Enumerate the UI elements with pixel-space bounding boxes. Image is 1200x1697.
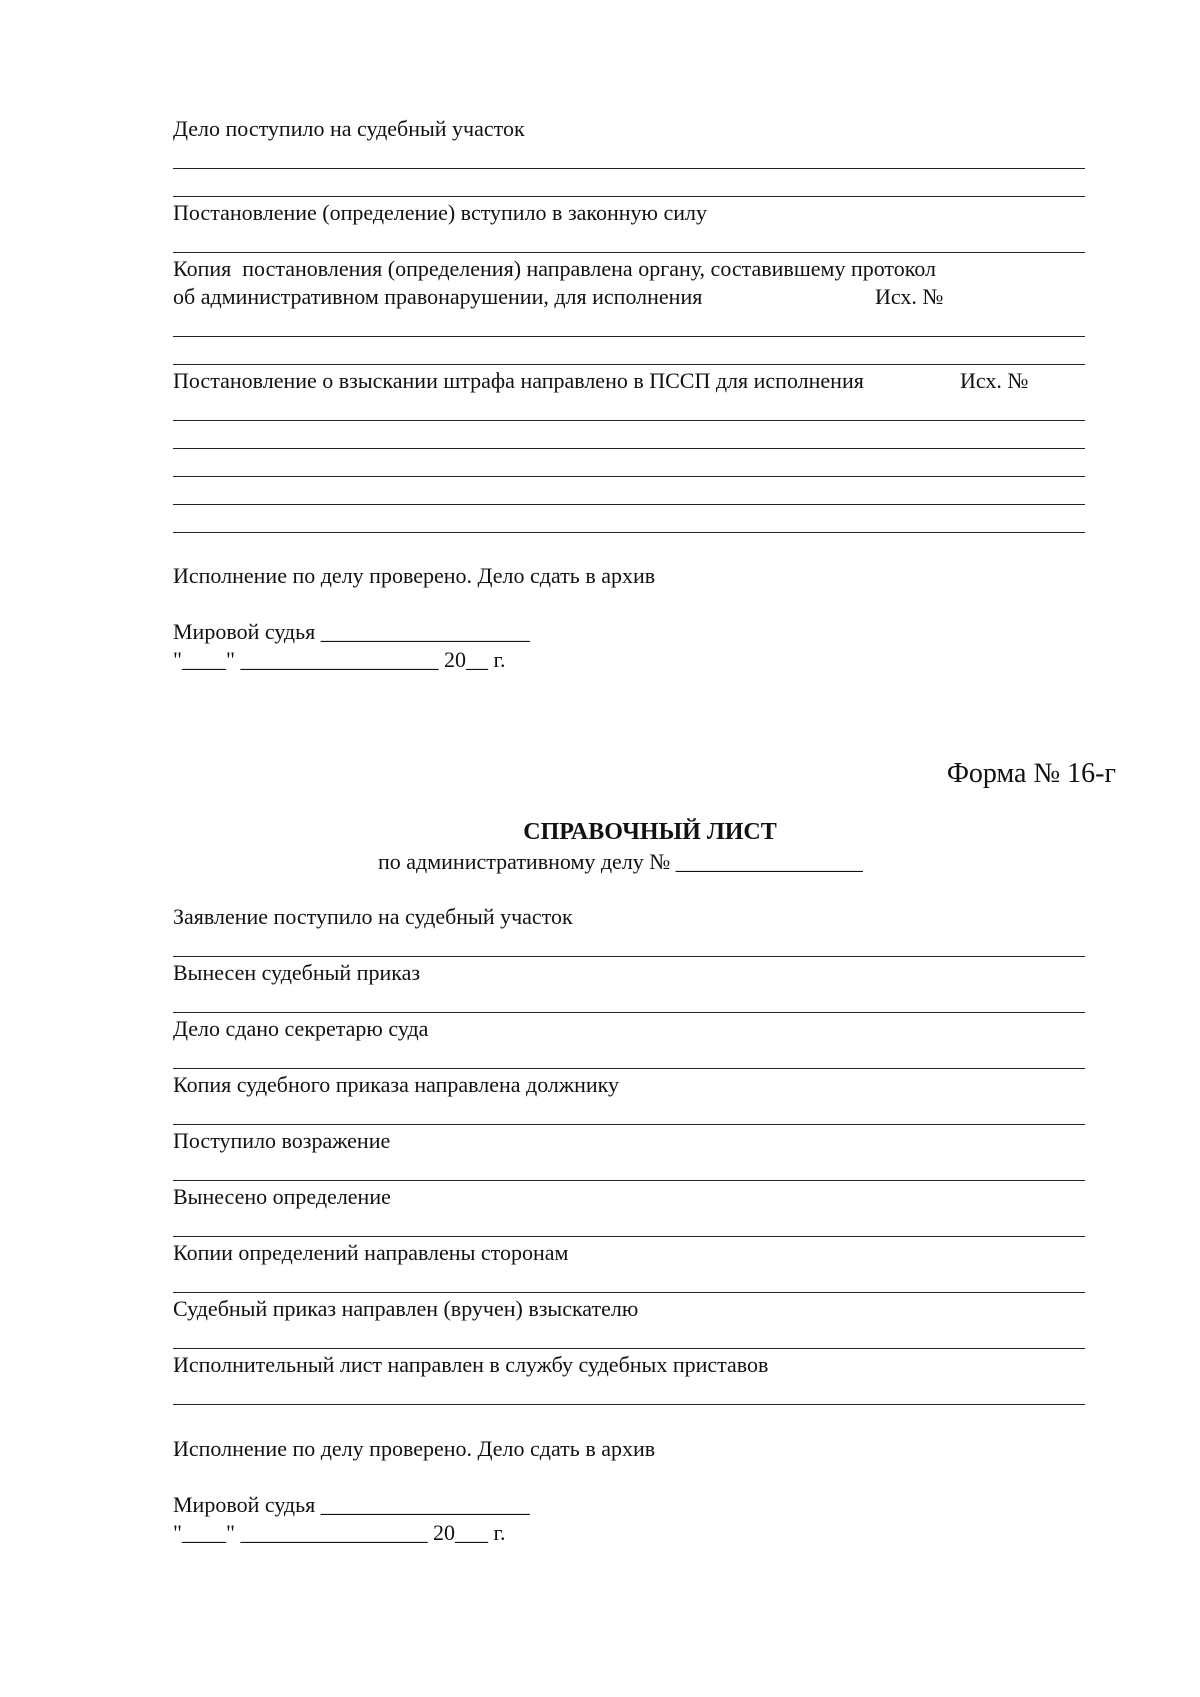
copy-to-debtor-line bbox=[173, 1124, 1085, 1125]
case-to-secretary-label: Дело сдано секретарю суда bbox=[173, 1016, 429, 1041]
execution-verified-text: Исполнение по делу проверено. Дело сдать в архив bbox=[173, 1436, 656, 1461]
blank-line bbox=[173, 196, 1085, 197]
court-order-issued-label: Вынесен судебный приказ bbox=[173, 960, 421, 985]
case-received-line bbox=[173, 168, 1085, 169]
blank-line bbox=[173, 364, 1085, 365]
document-title: СПРАВОЧНЫЙ ЛИСТ bbox=[523, 819, 777, 845]
fine-sent-label: Постановление о взыскании штрафа направлено в ПССП для исполнения bbox=[173, 368, 864, 393]
date-line: "____" _________________ 20___ г. bbox=[173, 1520, 506, 1545]
ruling-effective-line bbox=[173, 252, 1085, 253]
execution-verified-text: Исполнение по делу проверено. Дело сдать в архив bbox=[173, 563, 656, 588]
statement-received-line bbox=[173, 956, 1085, 957]
ruling-effective-label: Постановление (определение) вступило в законную силу bbox=[173, 200, 707, 225]
statement-received-label: Заявление поступило на судебный участок bbox=[173, 904, 573, 929]
writ-to-bailiffs-line bbox=[173, 1404, 1085, 1405]
case-received-label: Дело поступило на судебный участок bbox=[173, 116, 525, 141]
writ-to-bailiffs-label: Исполнительный лист направлен в службу судебных приставов bbox=[173, 1352, 769, 1377]
document-subtitle: по административному делу № _________________ bbox=[378, 849, 863, 874]
copy-sent-line bbox=[173, 336, 1085, 337]
ruling-issued-label: Вынесено определение bbox=[173, 1184, 391, 1209]
copies-to-parties-line bbox=[173, 1292, 1085, 1293]
blank-line bbox=[173, 532, 1085, 533]
court-order-issued-line bbox=[173, 1012, 1085, 1013]
outgoing-number-label-1: Исх. № bbox=[875, 284, 944, 309]
order-to-claimant-line bbox=[173, 1348, 1085, 1349]
judge-signature: Мировой судья ___________________ bbox=[173, 619, 530, 644]
objection-received-line bbox=[173, 1180, 1085, 1181]
judge-signature: Мировой судья ___________________ bbox=[173, 1492, 530, 1517]
blank-line bbox=[173, 504, 1085, 505]
date-line: "____" __________________ 20__ г. bbox=[173, 647, 506, 672]
form-number: Форма № 16-г bbox=[946, 758, 1116, 789]
outgoing-number-label-2: Исх. № bbox=[960, 368, 1029, 393]
blank-line bbox=[173, 420, 1085, 421]
blank-line bbox=[173, 476, 1085, 477]
copy-sent-label-line1: Копия постановления (определения) направлена органу, составившему протокол bbox=[173, 256, 937, 281]
copies-to-parties-label: Копии определений направлены сторонам bbox=[173, 1240, 569, 1265]
copy-sent-label-line2: об административном правонарушении, для исполнения bbox=[173, 284, 703, 309]
blank-line bbox=[173, 448, 1085, 449]
order-to-claimant-label: Судебный приказ направлен (вручен) взыскателю bbox=[173, 1296, 639, 1321]
case-to-secretary-line bbox=[173, 1068, 1085, 1069]
objection-received-label: Поступило возражение bbox=[173, 1128, 391, 1153]
copy-to-debtor-label: Копия судебного приказа направлена должнику bbox=[173, 1072, 620, 1097]
ruling-issued-line bbox=[173, 1236, 1085, 1237]
